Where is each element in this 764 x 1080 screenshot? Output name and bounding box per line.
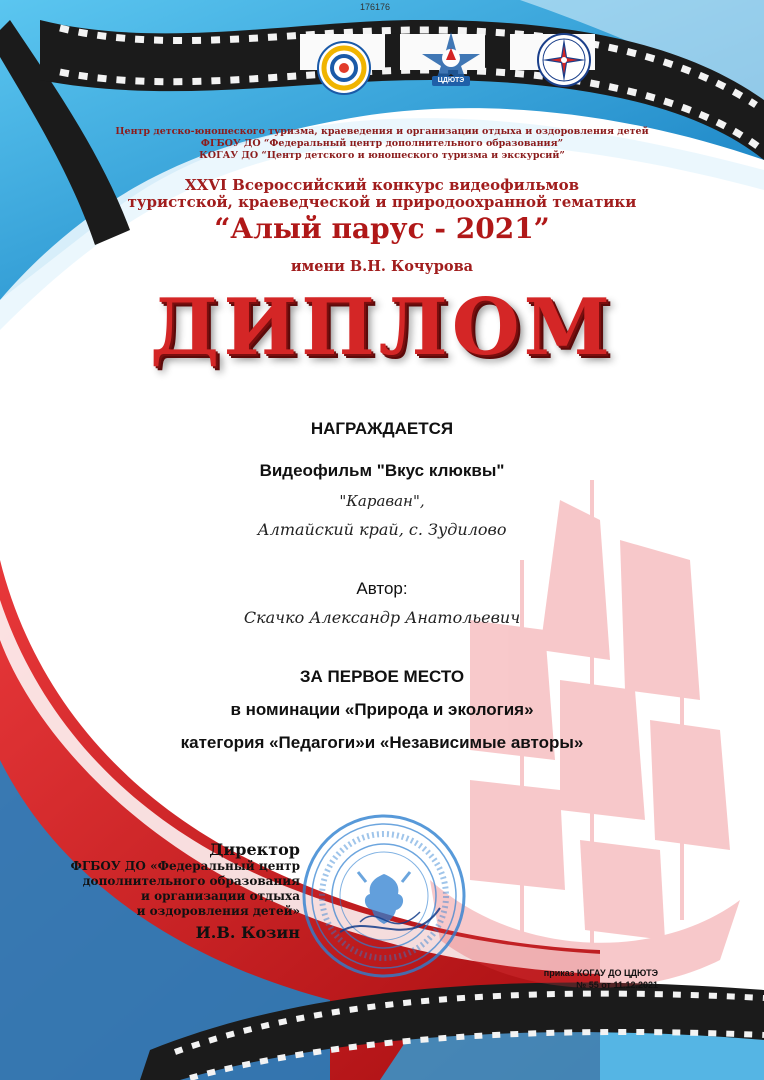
author-name: Скачко Александр Анатольевич xyxy=(243,608,521,627)
place-award: ЗА ПЕРВОЕ МЕСТО xyxy=(299,667,465,686)
official-seal xyxy=(300,812,468,980)
contest-name-line2: туристской, краеведческой и природоохранной тематики xyxy=(127,193,637,211)
diploma-heading: ДИПЛОМ xyxy=(150,282,614,373)
organizer-line: Центр детско-юношеского туризма, краеведения и организации отдыха и оздоровления детей xyxy=(115,126,649,137)
organizers-block xyxy=(0,126,764,162)
director-title: Директор xyxy=(209,840,300,859)
cdute-logo-icon xyxy=(418,30,484,88)
order-line1: приказ КОГАУ ДО ЦДЮТЭ xyxy=(543,968,658,978)
director-org: ФГБОУ ДО «Федеральный центр xyxy=(70,859,300,873)
contest-honor: имени В.Н. Кочурова xyxy=(290,258,474,275)
author-label: Автор: xyxy=(356,579,408,598)
director-org: и организации отдыха xyxy=(141,889,300,903)
nomination: в номинации «Природа и экология» xyxy=(230,700,534,719)
order-line2: № 55 от 11.12.2021 xyxy=(576,980,658,990)
cdute-logo-label: ЦДЮТЭ xyxy=(437,77,465,84)
director-org: и оздоровления детей» xyxy=(136,904,300,918)
federal-center-logo-icon xyxy=(316,40,372,96)
tourism-compass-logo-icon xyxy=(536,32,592,88)
director-block xyxy=(40,840,300,942)
director-org: дополнительного образования xyxy=(82,874,300,888)
awarded-label: НАГРАЖДАЕТСЯ xyxy=(310,419,454,438)
organizer-line: КОГАУ ДО “Центр детского и юношеского туризма и экскурсий” xyxy=(199,150,565,161)
category: категория «Педагоги»и «Независимые авторы» xyxy=(180,733,584,752)
director-name: И.В. Козин xyxy=(195,923,300,942)
studio-name: "Караван", xyxy=(339,492,425,510)
order-info xyxy=(500,967,658,991)
location: Алтайский край, с. Зудилово xyxy=(257,520,507,539)
film-title: Видеофильм "Вкус клюквы" xyxy=(259,461,505,480)
document-number: 176176 xyxy=(359,2,391,12)
contest-title: “Алый парус - 2021” xyxy=(214,212,550,245)
contest-name-line1: XXVI Всероссийский конкурс видеофильмов xyxy=(184,176,579,194)
organizer-line: ФГБОУ ДО “Федеральный центр дополнительного образования” xyxy=(200,138,564,149)
